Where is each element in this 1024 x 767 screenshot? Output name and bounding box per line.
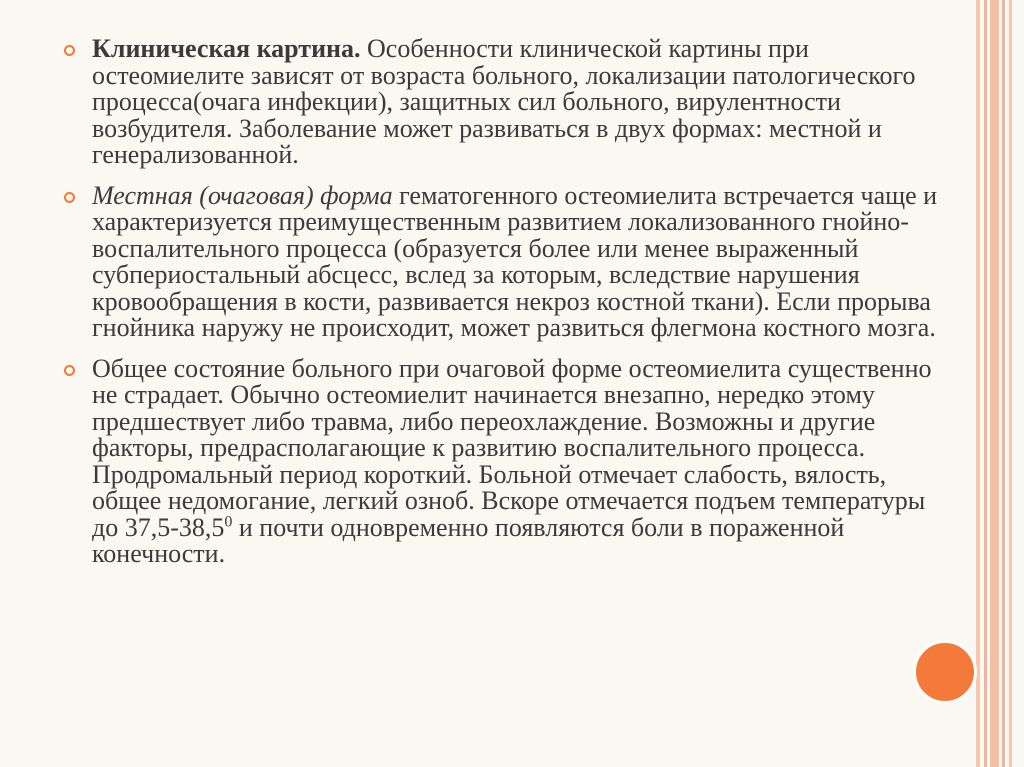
stripe — [976, 0, 980, 767]
paragraph-tail: и почти одновременно появляются боли в пораженной конечности. — [92, 512, 845, 568]
temperature-superscript: 0 — [224, 512, 233, 530]
bullet-icon — [64, 365, 75, 376]
paragraph-clinical-picture — [64, 36, 944, 169]
stripe — [1002, 0, 1005, 767]
bullet-icon — [64, 45, 75, 56]
paragraph-lead: Клиническая картина. — [92, 34, 361, 63]
paragraph-text: Общее состояние больного при очаговой форме остеомиелита существенно не страдает. Обычно остеомиелит начинается внезапно, нередко этому предшествует либо травма, либо переохлаждение. Возможны и другие факторы, предрасполагающие к развитию воспалительного процесса. Продромальный период короткий. Больной отмечает слабость, вялость, общее недомогание, легкий озноб. Вскоре отмечается подъем температуры до 37,5-38,5 — [92, 353, 932, 542]
slide-content — [64, 36, 944, 582]
decorative-circle — [913, 640, 977, 704]
paragraph-local-form — [64, 180, 944, 342]
stripe — [984, 0, 987, 767]
paragraph-lead: Местная (очаговая) форма — [92, 180, 393, 210]
decorative-stripes — [976, 0, 1012, 767]
stripe — [990, 0, 999, 767]
stripe — [1009, 0, 1012, 767]
paragraph-text: Особенности клинической картины при остеомиелите зависят от возраста больного, локализации патологического процесса(очага инфекции), защитных сил больного, вирулентности возбудителя. Заболевание может развиваться в двух формах: местной и генерализованной. — [92, 34, 916, 169]
paragraph-text: гематогенного остеомиелита встречается чаще и характеризуется преимущественным развитием локализованного гнойно-воспалительного процесса (образуется более или менее выраженный субпериостальный абсцесс, вслед за которым, вследствие нарушения кровообращения в кости, развивается некроз костной ткани). Если прорыва гнойника наружу не происходит, может развиться флегмона костного мозга. — [92, 180, 938, 342]
paragraph-general-state — [64, 353, 944, 568]
bullet-icon — [64, 192, 75, 203]
